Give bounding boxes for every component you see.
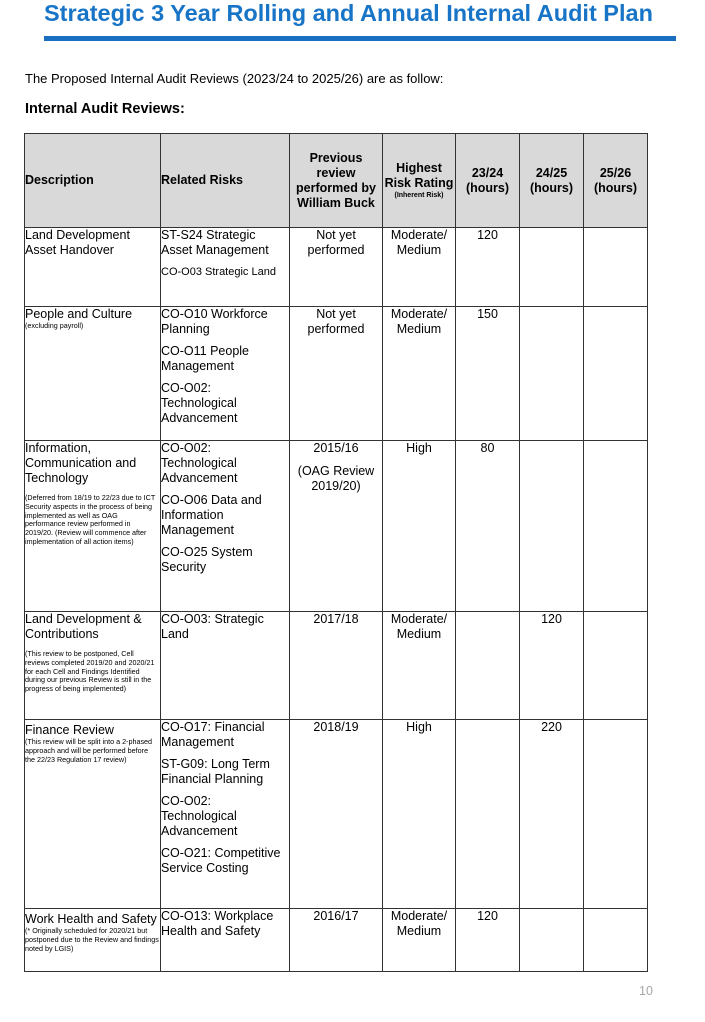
audit-plan-table — [24, 133, 648, 972]
row-hours-2324: 120 — [456, 909, 520, 972]
row-description — [25, 441, 161, 612]
header-related-risks: Related Risks — [161, 134, 290, 228]
risk-item: ST-S24 Strategic Asset Management — [161, 228, 269, 257]
table-header-row — [25, 134, 648, 228]
title-underline — [44, 36, 676, 41]
risk-item: CO-O06 Data and Information Management — [161, 493, 262, 537]
row-hours-2324 — [456, 720, 520, 909]
risk-item: CO-O02: Technological Advancement — [161, 441, 238, 485]
row-hours-2425 — [520, 228, 584, 307]
row-risks — [161, 909, 290, 972]
row-hours-2526 — [584, 228, 648, 307]
description-title: Finance Review — [25, 723, 114, 737]
table-row — [25, 612, 648, 720]
risk-item: ST-G09: Long Term Financial Planning — [161, 757, 270, 786]
risk-item: CO-O10 Workforce Planning — [161, 307, 268, 336]
row-previous-review: 2016/17 — [290, 909, 383, 972]
row-description — [25, 307, 161, 441]
row-hours-2324 — [456, 612, 520, 720]
row-hours-2526 — [584, 441, 648, 612]
row-risk-rating: Moderate/ Medium — [383, 307, 456, 441]
risk-item: CO-O25 System Security — [161, 545, 253, 574]
row-previous-review: 2018/19 — [290, 720, 383, 909]
risk-item: CO-O03: Strategic Land — [161, 612, 264, 641]
page-title: Strategic 3 Year Rolling and Annual Internal Audit Plan — [44, 0, 653, 26]
row-risk-rating: High — [383, 720, 456, 909]
header-highest-risk — [383, 134, 456, 228]
row-hours-2526 — [584, 909, 648, 972]
row-risk-rating: Moderate/ Medium — [383, 909, 456, 972]
page-number: 10 — [639, 984, 653, 998]
description-note: (This review to be postponed, Cell reviews completed 2019/20 and 2020/21 for each Cell and Findings Identified during our previous Review is still in the progress of being implemented) — [25, 649, 155, 694]
table-row — [25, 228, 648, 307]
header-description: Description — [25, 134, 161, 228]
row-hours-2526 — [584, 720, 648, 909]
row-hours-2425 — [520, 441, 584, 612]
description-note: (This review will be split into a 2-phased approach and will be performed before the 22/23 Regulation 17 review) — [25, 737, 153, 764]
row-hours-2425: 220 — [520, 720, 584, 909]
header-2425: 24/25 (hours) — [520, 134, 584, 228]
risk-item: CO-O17: Financial Management — [161, 720, 265, 749]
risk-item: CO-O02: Technological Advancement — [161, 794, 238, 838]
row-previous-review: Not yet performed — [290, 228, 383, 307]
risk-item: CO-O11 People Management — [161, 344, 250, 373]
row-risk-rating: Moderate/ Medium — [383, 612, 456, 720]
row-hours-2425 — [520, 307, 584, 441]
description-title: Information, Communication and Technology — [25, 441, 137, 485]
row-description — [25, 228, 161, 307]
row-hours-2425 — [520, 909, 584, 972]
spacer — [290, 456, 382, 464]
risk-item: CO-O02: Technological Advancement — [161, 381, 238, 425]
row-description — [25, 909, 161, 972]
previous-review-note: (OAG Review 2019/20) — [297, 464, 375, 493]
row-hours-2526 — [584, 612, 648, 720]
row-hours-2324: 80 — [456, 441, 520, 612]
header-highest-risk-label: Highest Risk Rating — [384, 161, 454, 190]
row-hours-2425: 120 — [520, 612, 584, 720]
table-row — [25, 720, 648, 909]
table-row — [25, 307, 648, 441]
row-hours-2526 — [584, 307, 648, 441]
table-row — [25, 909, 648, 972]
description-note: (Deferred from 18/19 to 22/23 due to ICT Security aspects in the process of being implemented as well as OAG performance review performed in 2019/20. (Review will commence after implementation of all action items) — [25, 493, 156, 546]
row-risks — [161, 307, 290, 441]
row-description — [25, 612, 161, 720]
header-previous-review: Previous review performed by William Buck — [290, 134, 383, 228]
description-note: (excluding payroll) — [25, 321, 84, 330]
table-row — [25, 441, 648, 612]
description-note: (* Originally scheduled for 2020/21 but postponed due to the Review and findings noted by LGIS) — [25, 926, 159, 953]
header-2324: 23/24 (hours) — [456, 134, 520, 228]
description-title: Land Development Asset Handover — [25, 228, 130, 257]
previous-review-year: 2015/16 — [313, 441, 359, 455]
description-title: People and Culture — [25, 307, 133, 321]
row-risks — [161, 441, 290, 612]
section-heading: Internal Audit Reviews: — [25, 101, 185, 117]
row-risk-rating: High — [383, 441, 456, 612]
row-risks — [161, 720, 290, 909]
row-description — [25, 720, 161, 909]
row-hours-2324: 120 — [456, 228, 520, 307]
row-hours-2324: 150 — [456, 307, 520, 441]
risk-item: CO-O21: Competitive Service Costing — [161, 846, 281, 875]
row-previous-review: 2017/18 — [290, 612, 383, 720]
row-previous-review: Not yet performed — [290, 307, 383, 441]
row-risk-rating: Moderate/ Medium — [383, 228, 456, 307]
risk-item: CO-O03 Strategic Land — [161, 266, 276, 278]
header-highest-risk-sub: (Inherent Risk) — [394, 192, 444, 199]
description-title: Work Health and Safety — [25, 912, 157, 926]
row-risks — [161, 228, 290, 307]
row-previous-review — [290, 441, 383, 612]
risk-item: CO-O13: Workplace Health and Safety — [161, 909, 274, 938]
intro-text: The Proposed Internal Audit Reviews (2023/24 to 2025/26) are as follow: — [25, 71, 444, 86]
row-risks — [161, 612, 290, 720]
description-title: Land Development & Contributions — [25, 612, 142, 641]
header-2526: 25/26 (hours) — [584, 134, 648, 228]
